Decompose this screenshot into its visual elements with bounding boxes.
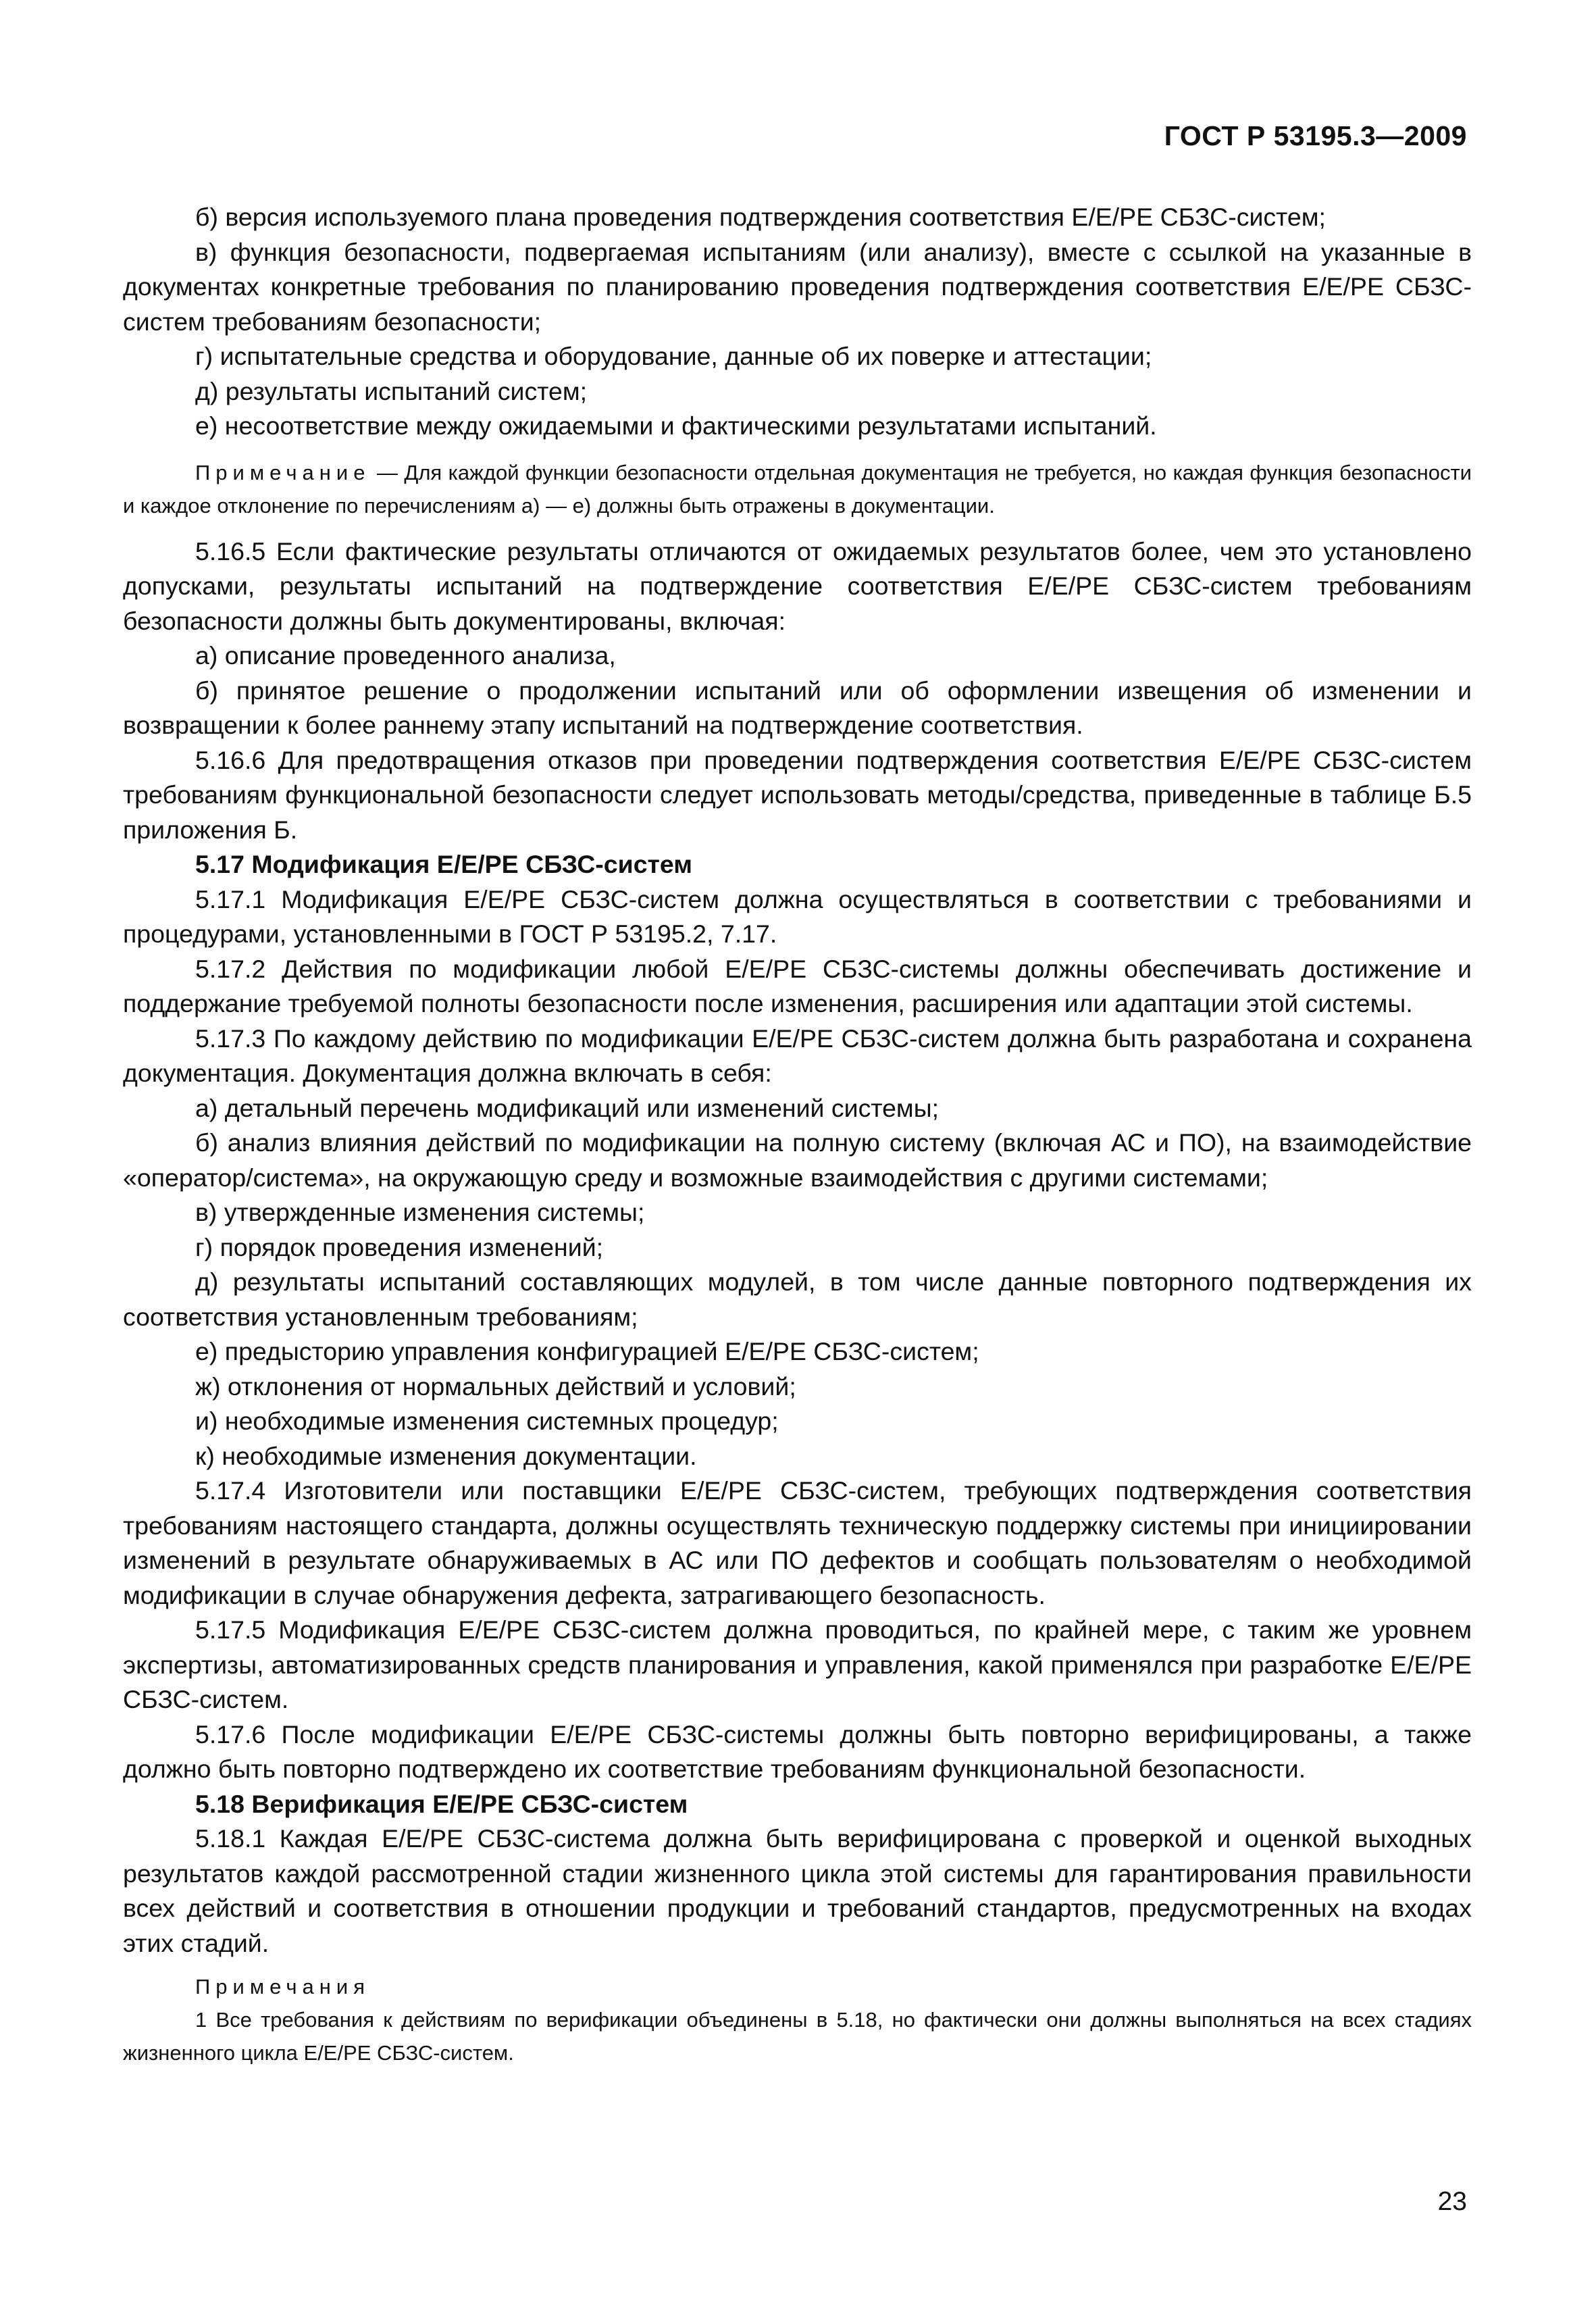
clause-5-17-3: 5.17.3 По каждому действию по модификации Е/Е/РЕ СБЗС-систем должна быть разработана и сохранена документация. Документация должна включать в себя: xyxy=(123,1024,1472,1087)
section-heading-5-18: 5.18 Верификация Е/Е/РЕ СБЗС-систем xyxy=(195,1789,688,1818)
clause-5-16-5: 5.16.5 Если фактические результаты отличаются от ожидаемых результатов более, чем это установлено допусками, результаты испытаний на подтверждение соответствия Е/Е/РЕ СБЗС-систем требованиям безопасности должны быть документированы, включая: xyxy=(123,536,1472,635)
document-header: ГОСТ Р 53195.3—2009 xyxy=(1164,120,1467,151)
list-item: в) функция безопасности, подвергаемая испытаниям (или анализу), вместе с ссылкой на указанные в документах конкретные требования по планированию проведения подтверждения соответствия Е/Е/РЕ СБЗС-систем требованиям безопасности; xyxy=(123,237,1472,336)
clause-5-17-2: 5.17.2 Действия по модификации любой Е/Е/РЕ СБЗС-системы должны обеспечивать достижение и поддержание требуемой полноты безопасности после изменения, расширения или адаптации этой системы. xyxy=(123,954,1472,1017)
list-item: е) несоответствие между ожидаемыми и фактическими результатами испытаний. xyxy=(195,411,1157,440)
list-item: б) принятое решение о продолжении испытаний или об оформлении извещения об изменении и возвращении к более раннему этапу испытаний на подтверждение соответствия. xyxy=(123,676,1472,739)
list-item: в) утвержденные изменения системы; xyxy=(195,1198,645,1226)
list-item: б) версия используемого плана проведения подтверждения соответствия Е/Е/РЕ СБЗС-систем; xyxy=(195,203,1326,231)
notes-block xyxy=(123,1970,1472,2069)
clause-5-17-4: 5.17.4 Изготовители или поставщики Е/Е/РЕ СБЗС-систем, требующих подтверждения соответствия требованиям настоящего стандарта, должны осуществлять техническую поддержку системы при инициировании изменений в результате обнаруживаемых в АС или ПО дефектов и сообщать пользователям о необходимой модификации в случае обнаружения дефекта, затрагивающего безопасность. xyxy=(123,1476,1472,1609)
note-text: — Для каждой функции безопасности отдельная документация не требуется, но каждая функция безопасности и каждое отклонение по перечислениям а) — е) должны быть отражены в документации. xyxy=(123,460,1472,518)
list-item: д) результаты испытаний систем; xyxy=(195,376,588,405)
clause-5-18-1: 5.18.1 Каждая Е/Е/РЕ СБЗС-система должна быть верифицирована с проверкой и оценкой выходных результатов каждой рассмотренной стадии жизненного цикла этой системы для гарантирования правильности всех действий и соответствия в отношении продукции и требований стандартов, предусмотренных на входах этих стадий. xyxy=(123,1824,1472,1957)
clause-5-17-5: 5.17.5 Модификация Е/Е/РЕ СБЗС-систем должна проводиться, по крайней мере, с таким же уровнем экспертизы, автоматизированных средств планирования и управления, какой применялся при разработке Е/Е/РЕ СБЗС-систем. xyxy=(123,1615,1472,1713)
page-number: 23 xyxy=(1437,2187,1467,2216)
list-item: е) предысторию управления конфигурацией Е/Е/РЕ СБЗС-систем; xyxy=(195,1337,979,1365)
document-body xyxy=(123,200,1472,2069)
list-item: и) необходимые изменения системных процедур; xyxy=(195,1407,779,1435)
list-item: г) порядок проведения изменений; xyxy=(195,1232,604,1261)
list-item: д) результаты испытаний составляющих модулей, в том числе данные повторного подтверждения их соответствия установленным требованиям; xyxy=(123,1267,1472,1331)
section-heading-5-17: 5.17 Модификация Е/Е/РЕ СБЗС-систем xyxy=(195,850,693,878)
list-item: а) описание проведенного анализа, xyxy=(195,641,616,670)
clause-5-16-6: 5.16.6 Для предотвращения отказов при проведении подтверждения соответствия Е/Е/РЕ СБЗС-систем требованиям функциональной безопасности следует использовать методы/средства, приведенные в таблице Б.5 приложения Б. xyxy=(123,745,1472,844)
note-item: 1 Все требования к действиям по верификации объединены в 5.18, но фактически они должны выполняться на всех стадиях жизненного цикла Е/Е/РЕ СБЗС-систем. xyxy=(123,2008,1472,2065)
note-block xyxy=(123,456,1472,522)
list-item: а) детальный перечень модификаций или изменений системы; xyxy=(195,1093,939,1122)
clause-5-17-6: 5.17.6 После модификации Е/Е/РЕ СБЗС-системы должны быть повторно верифицированы, а также должно быть повторно подтверждено их соответствие требованиям функциональной безопасности. xyxy=(123,1719,1472,1783)
list-item: б) анализ влияния действий по модификации на полную систему (включая АС и ПО), на взаимодействие «оператор/система», на окружающую среду и возможные взаимодействия с другими системами; xyxy=(123,1128,1472,1192)
note-label: Примечание xyxy=(195,460,371,484)
list-item: ж) отклонения от нормальных действий и условий; xyxy=(195,1372,796,1401)
notes-label: Примечания xyxy=(195,1975,370,1998)
clause-5-17-1: 5.17.1 Модификация Е/Е/РЕ СБЗС-систем должна осуществляться в соответствии с требованиями и процедурами, установленными в ГОСТ Р 53195.2, 7.17. xyxy=(123,884,1472,948)
list-item: г) испытательные средства и оборудование, данные об их поверке и аттестации; xyxy=(195,342,1152,370)
list-item: к) необходимые изменения документации. xyxy=(195,1441,697,1470)
